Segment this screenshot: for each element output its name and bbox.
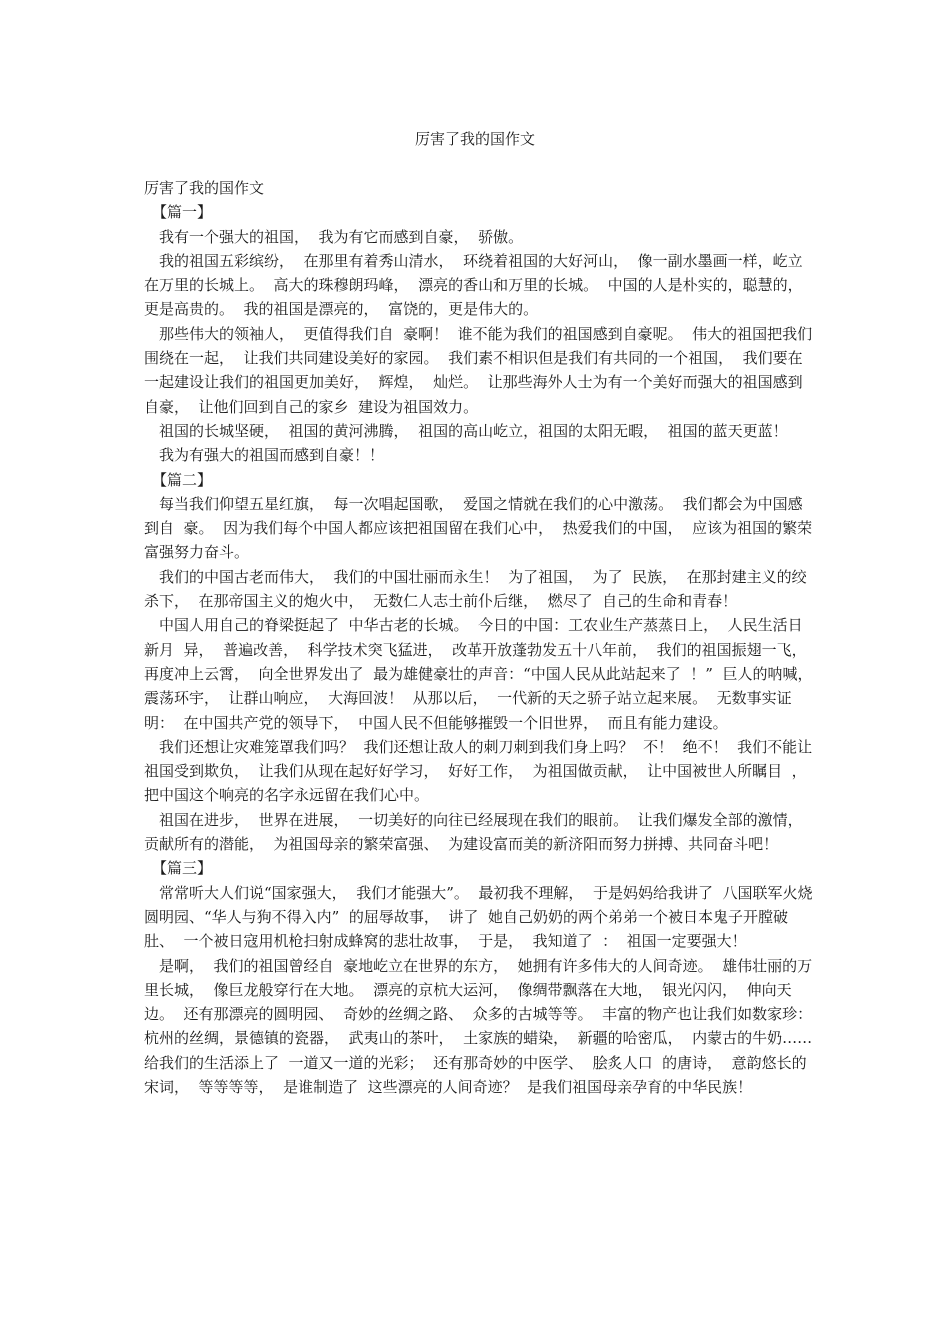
- paragraph: 我有一个强大的祖国， 我为有它而感到自豪， 骄傲。: [159, 227, 524, 246]
- paragraph: 那些伟大的领袖人， 更值得我们自 豪啊！ 谁不能为我们的祖国感到自豪呢。 伟大的祖国把我们围绕在一起， 让我们共同建设美好的家园。 我们素不相识但是我们有共同的一个祖国， 我们要在一起建设让我们的祖国更加美好， 辉煌， 灿烂。 让那些海外人士为有一个美好而强大的祖国感到自豪， 让他们回到自己的家乡 建设为祖国效力。: [144, 324, 813, 416]
- document-title: 厉害了我的国作文: [414, 130, 535, 148]
- paragraph: 我为有强大的祖国而感到自豪！！: [159, 446, 385, 465]
- paragraph: 祖国的长城坚硬， 祖国的黄河沸腾， 祖国的高山屹立，祖国的太阳无暇， 祖国的蓝天更蓝！: [159, 421, 788, 440]
- paragraph: 我的祖国五彩缤纷， 在那里有着秀山清水， 环绕着祖国的大好河山， 像一副水墨画一样，屹立在万里的长城上。 高大的珠穆朗玛峰， 漂亮的香山和万里的长城。 中国的人是朴实的，聪慧的， 更是高贵的。 我的祖国是漂亮的， 富饶的，更是伟大的。: [144, 251, 813, 319]
- paragraph: 是啊， 我们的祖国曾经自 豪地屹立在世界的东方， 她拥有许多伟大的人间奇迹。 雄伟壮丽的万里长城， 像巨龙般穿行在大地。 漂亮的京杭大运河， 像绸带飘落在大地， 银光闪闪， 伸向天边。 还有那漂亮的圆明园、 奇妙的丝绸之路、 众多的古城等等。 丰富的物产也让我们如数家珍： 杭州的丝绸，景德镇的瓷器， 武夷山的茶叶， 土家族的蜡染， 新疆的哈密瓜， 内蒙古的牛奶……给我们的生活添上了 一道又一道的光彩； 还有那奇妙的中医学、 脍炙人口 的唐诗， 意韵悠长的宋词， 等等等等， 是谁制造了 这些漂亮的人间奇迹？ 是我们祖国母亲孕育的中华民族！: [144, 956, 822, 1096]
- paragraph: 祖国在进步， 世界在进展， 一切美好的向往已经展现在我们的眼前。 让我们爆发全部的激情， 贡献所有的潜能， 为祖国母亲的繁荣富强、 为建设富而美的新济阳而努力拼搏、共同奋斗吧！: [144, 810, 813, 854]
- section-heading-3: 【篇三】: [152, 859, 213, 878]
- section-heading-1: 【篇一】: [152, 203, 213, 222]
- paragraph: 常常听大人们说“国家强大， 我们才能强大”。 最初我不理解， 于是妈妈给我讲了 八国联军火烧圆明园、“华人与狗不得入内” 的屈辱故事， 讲了 她自己奶奶的两个弟弟一个被日本鬼子开膛破肚、 一个被日寇用机枪扫射成蜂窝的悲壮故事， 于是， 我知道了 ： 祖国一定要强大！: [144, 883, 813, 951]
- paragraph: 我们还想让灾难笼罩我们吗？ 我们还想让敌人的刺刀刺到我们身上吗？ 不！ 绝不！ 我们不能让祖国受到欺负， 让我们从现在起好好学习， 好好工作， 为祖国做贡献， 让中国被世人所瞩目 ， 把中国这个响亮的名字永远留在我们心中。: [144, 737, 817, 805]
- paragraph: 每当我们仰望五星红旗， 每一次唱起国歌， 爱国之情就在我们的心中激荡。 我们都会为中国感到自 豪。 因为我们每个中国人都应该把祖国留在我们心中， 热爱我们的中国， 应该为祖国的繁荣富强努力奋斗。: [144, 494, 813, 562]
- document-body: [144, 176, 823, 1099]
- article-title: 厉害了我的国作文: [144, 179, 265, 197]
- paragraph: 我们的中国古老而伟大， 我们的中国壮丽而永生！ 为了祖国， 为了 民族， 在那封建主义的绞杀下， 在那帝国主义的炮火中， 无数仁人志士前仆后继， 燃尽了 自己的生命和青春！: [144, 567, 807, 611]
- section-heading-2: 【篇二】: [152, 470, 213, 489]
- paragraph: 中国人用自己的脊梁挺起了 中华古老的长城。 今日的中国：工农业生产蒸蒸日上， 人民生活日新月 异， 普遍改善， 科学技术突飞猛进， 改革开放蓬勃发五十八年前， 我们的祖国振翅一飞， 再度冲上云霄， 向全世界发出了 最为雄健豪壮的声音：“中国人民从此站起来了 ！” 巨人的呐喊， 震荡环宇， 让群山响应， 大海回波！ 从那以后， 一代新的天之骄子站立起来展。 无数事实证明： 在中国共产党的领导下， 中国人民不但能够摧毁一个旧世界， 而且有能力建设。: [144, 616, 823, 732]
